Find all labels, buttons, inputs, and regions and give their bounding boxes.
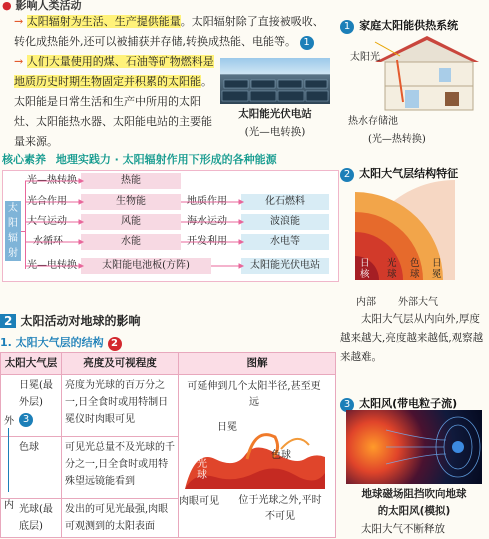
flow-result: 太阳能光伏电站 (241, 258, 329, 274)
panel-number: 1 (340, 20, 354, 34)
table-row (1, 375, 62, 437)
flow-chart (2, 170, 339, 282)
section-heading (0, 312, 336, 329)
solar-wind-subcaption: 的太阳风(模拟) (377, 505, 451, 517)
flow-process: 光—热转换 (27, 175, 77, 186)
photo-subcaption: (光—电转换) (244, 126, 306, 138)
invisible-label: 位于光球之外,平时不可见 (238, 495, 322, 522)
table-header: 太阳大气层 (1, 353, 62, 375)
flow-result: 波浪能 (241, 214, 329, 230)
section-number: 2 (0, 314, 16, 328)
house-icon (345, 32, 485, 112)
section-title: 太阳活动对地球的影响 (20, 314, 141, 328)
arrow-icon: → (14, 55, 24, 68)
top-title: 影响人类活动 (15, 0, 82, 12)
red-dot-icon: ● (2, 0, 12, 12)
layer-description: 发出的可见光最强,肉眼可观测到的太阳表面 (62, 499, 179, 538)
panel-number: 3 (340, 398, 354, 412)
highlight-text: 太阳辐射为生活、生产提供能量 (26, 15, 181, 28)
layer-label-photosphere: 光球 (387, 258, 397, 280)
paragraph-text: 。太阳辐射除了直接被吸收、转化成热能外,还可以被捕获并存储,转换成热能、电能等。 (14, 15, 324, 48)
flow-energy: 生物能 (81, 194, 181, 210)
reference-badge: 1 (300, 36, 314, 50)
house-diagram (345, 32, 485, 112)
sunlight-label: 太阳光 (350, 52, 380, 63)
panel-heating-system (340, 14, 488, 34)
layer-name: 光球(最底层) (1, 499, 62, 538)
arrow-icon: → (14, 15, 24, 28)
reference-badge: 3 (19, 413, 33, 427)
flow-process: 大气运动 (27, 216, 67, 227)
corona-extent-text: 可延伸到几个太阳半径,甚至更远 (187, 381, 321, 408)
layer-description: 可见光总量不及光球的千分之一,日全食时或用特殊望远镜能看到 (62, 437, 179, 499)
flow-title-text: 地理实践力 · 太阳辐射作用下形成的各种能源 (55, 153, 277, 166)
panel-solar-wind (340, 392, 488, 412)
solar-radiation-label: 太阳辐射 (5, 201, 21, 261)
direction-line (8, 428, 9, 492)
flow-transform: 开发利用 (187, 236, 227, 247)
layer-label-corona: 日冕 (432, 258, 442, 280)
outer-label: 外部大气 (398, 297, 438, 308)
layer-name: 色球 (1, 437, 62, 499)
highlight-text: 人们大量使用的煤、石油等矿物燃料是地质历史时期生物固定并积累的太阳能 (14, 55, 214, 88)
visible-label: 肉眼可见 (179, 496, 219, 507)
table-header: 亮度及可视程度 (62, 353, 179, 375)
flow-result: 化石燃料 (241, 194, 329, 210)
flow-result: 水电等 (241, 234, 329, 250)
paragraph-1 (14, 12, 332, 52)
inner-side-label: 内 (4, 500, 14, 511)
flow-process: 水循环 (33, 236, 63, 247)
conversion-label: (光—热转换) (368, 134, 426, 145)
flow-transform: 地质作用 (187, 196, 227, 207)
chromosphere-label: 色球 (271, 450, 291, 461)
flow-energy: 风能 (81, 214, 181, 230)
photosphere-label: 光球 (197, 459, 207, 481)
corona-label: 日冕 (217, 422, 237, 433)
tank-label: 热水存储池 (348, 116, 398, 127)
layer-description: 亮度为光球的百万分之一,日全食时或用特制日冕仪时肉眼可见 (62, 375, 179, 437)
layer-name: 日冕(最外层) (19, 380, 53, 408)
layer-label-chromosphere: 色球 (410, 258, 420, 280)
flow-transform: 海水运动 (187, 216, 227, 227)
subsection-heading (0, 334, 336, 351)
solar-station-photo (220, 58, 330, 104)
flow-arrows (3, 171, 338, 281)
flow-energy: 热能 (81, 173, 181, 189)
panel-atmosphere (340, 162, 488, 182)
core-literacy-label: 核心素养 (2, 153, 46, 166)
panel-title: 太阳大气层结构特征 (359, 167, 459, 180)
solar-panels-icon (220, 58, 330, 104)
photo-caption: 太阳能光伏电站 (238, 108, 312, 120)
atmosphere-description: 太阳大气层从内向外,厚度越来越大,亮度越来越低,观察越来越难。 (340, 313, 484, 363)
flow-process: 光—电转换 (27, 260, 77, 271)
table-header: 图解 (179, 353, 336, 375)
magnetic-field-icon (346, 410, 482, 484)
atmosphere-table (0, 352, 336, 538)
inner-label: 内部 (356, 297, 376, 308)
flow-energy: 水能 (81, 234, 181, 250)
layer-label-core: 日核 (360, 258, 370, 280)
solar-wind-caption: 地球磁场阻挡吹向地球 (361, 488, 467, 500)
flow-energy: 太阳能电池板(方阵) (81, 258, 211, 274)
paragraph-text: 。太阳能是日常生活和生产中所用的太阳灶、太阳能热水器、太阳能电站的主要能量来源。 (14, 75, 212, 148)
outer-side-label: 外 (4, 416, 14, 427)
solar-wind-image (346, 410, 482, 484)
panel-number: 2 (340, 168, 354, 182)
solar-wind-description: 太阳大气不断释放 (361, 523, 445, 535)
reference-badge: 2 (108, 337, 122, 351)
subsection-title: 1. 太阳大气层的结构 (0, 336, 104, 349)
table-diagram-cell (179, 375, 336, 538)
panel-title: 太阳风(带电粒子流) (359, 397, 458, 410)
panel-title: 家庭太阳能供热系统 (359, 19, 459, 32)
flow-title (2, 151, 337, 167)
paragraph-2 (14, 52, 214, 152)
flow-process: 光合作用 (27, 196, 67, 207)
